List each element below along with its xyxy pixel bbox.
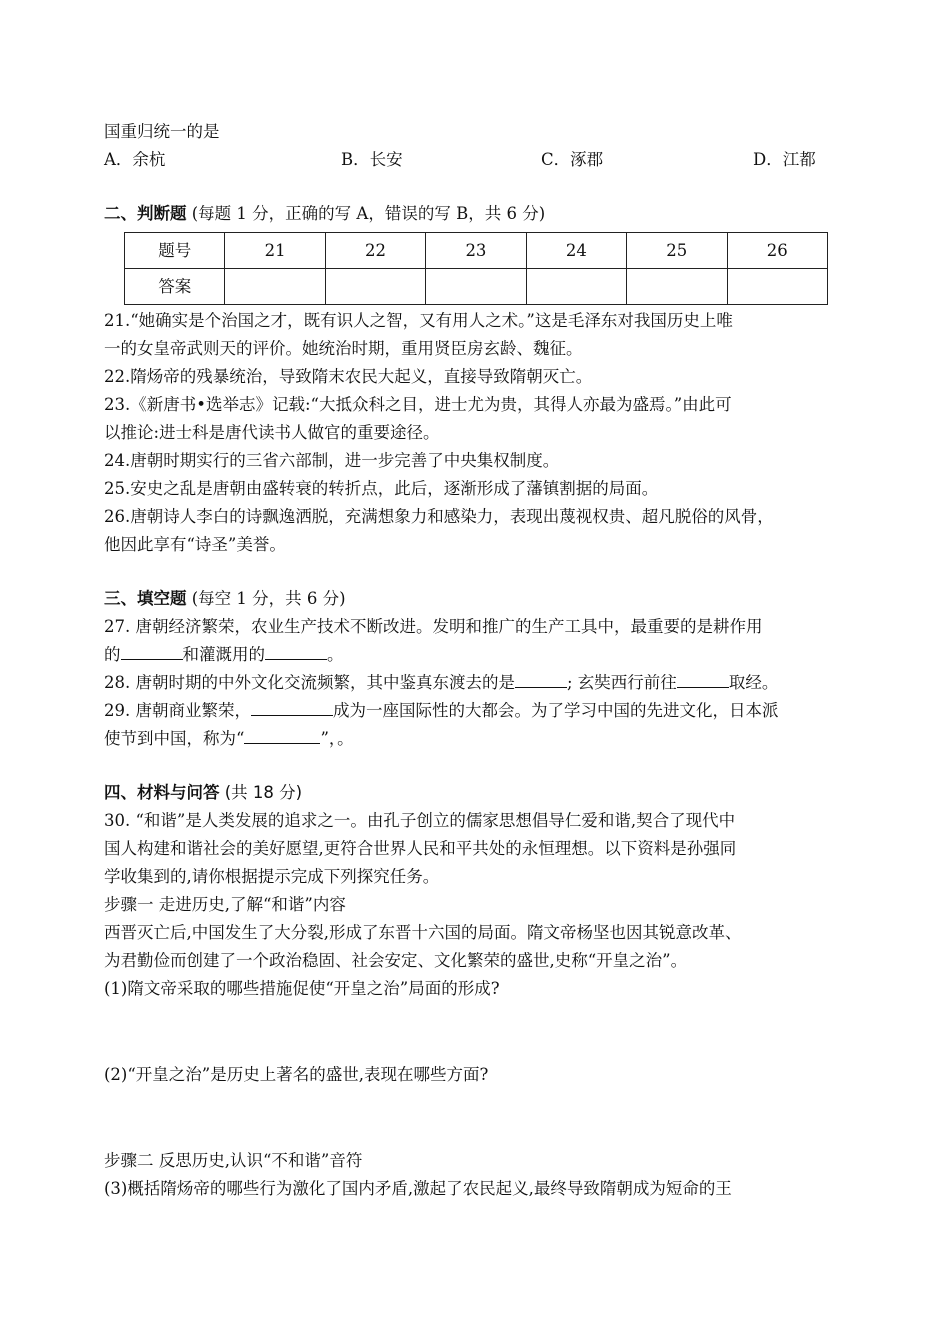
step2-heading: 步骤二 反思历史,认识“不和谐”音符 [104, 1151, 363, 1170]
sub-question-1: (1)隋文帝采取的哪些措施促使“开皇之治”局面的形成? [104, 979, 500, 998]
section2-heading [104, 200, 864, 228]
q26-line1: 26.唐朝诗人李白的诗飘逸洒脱，充满想象力和感染力，表现出蔑视权贵、超凡脱俗的风骨， [104, 507, 774, 526]
answer-table [124, 232, 828, 305]
q29-blank-1[interactable] [251, 697, 333, 716]
answer-cell[interactable] [526, 269, 626, 305]
q29-text: 使节到中国，称为“ [104, 729, 245, 748]
q29-line2 [104, 725, 864, 753]
q23-line1: 23.《新唐书•选举志》记载:“大抵众科之目，进士尤为贵，其得人亦最为盛焉。”由此可 [104, 395, 732, 414]
q25: 25.安史之乱是唐朝由盛转衰的转折点，此后，逐渐形成了藩镇割据的局面。 [104, 479, 659, 498]
number-cell: 22 [325, 233, 425, 269]
q27-text: 。 [327, 645, 344, 664]
q28-text: 28. 唐朝时期的中外文化交流频繁，其中鉴真东渡去的是 [104, 673, 515, 692]
q28-blank-2[interactable] [677, 669, 729, 688]
answer-table-answer-row [125, 269, 828, 305]
q29-text: ”，。 [320, 729, 354, 748]
answer-cell[interactable] [225, 269, 325, 305]
q28-text: ; 玄奘西行前往 [567, 673, 677, 692]
answer-cell[interactable] [627, 269, 727, 305]
section3-note: (每空 1 分，共 6 分) [191, 589, 346, 608]
q27-text: 的 [104, 645, 121, 664]
q29-line1 [104, 697, 864, 725]
sub-question-2: (2)“开皇之治”是历史上著名的盛世,表现在哪些方面? [104, 1065, 489, 1084]
option-c: C．涿郡 [541, 150, 604, 169]
q20-options [104, 146, 864, 174]
q21-line2: 一的女皇帝武则天的评价。她统治时期，重用贤臣房玄龄、魏征。 [104, 339, 583, 358]
q30-line2: 国人构建和谐社会的美好愿望,更符合世界人民和平共处的永恒理想。以下资料是孙强同 [104, 839, 737, 858]
answer-label: 答案 [125, 269, 225, 305]
answer-cell[interactable] [727, 269, 828, 305]
number-cell: 21 [225, 233, 325, 269]
section4-title: 四、材料与问答 [104, 783, 220, 802]
q27-blank-1[interactable] [121, 641, 183, 660]
q27-line1: 27. 唐朝经济繁荣，农业生产技术不断改进。发明和推广的生产工具中，最重要的是耕作用 [104, 617, 763, 636]
section4-note: (共 18 分) [224, 783, 303, 802]
q23-line2: 以推论:进士科是唐代读书人做官的重要途径。 [104, 423, 440, 442]
q24: 24.唐朝时期实行的三省六部制，进一步完善了中央集权制度。 [104, 451, 560, 470]
number-cell: 23 [426, 233, 526, 269]
section4-heading [104, 779, 864, 807]
q27-blank-2[interactable] [265, 641, 327, 660]
answer-space-1[interactable] [104, 1003, 864, 1061]
number-cell: 25 [627, 233, 727, 269]
q28-blank-1[interactable] [515, 669, 567, 688]
q26-line2: 他因此享有“诗圣”美誉。 [104, 535, 286, 554]
option-d: D．江都 [753, 150, 816, 169]
answer-table-number-row [125, 233, 828, 269]
section3-title: 三、填空题 [104, 589, 187, 608]
step1-heading: 步骤一 走进历史,了解“和谐”内容 [104, 895, 346, 914]
q27-line2 [104, 641, 864, 669]
q20-tail: 国重归统一的是 [104, 122, 220, 141]
number-label: 题号 [125, 233, 225, 269]
q29-text: 成为一座国际性的大都会。为了学习中国的先进文化，日本派 [333, 701, 779, 720]
answer-cell[interactable] [426, 269, 526, 305]
option-a: A．余杭 [104, 150, 166, 169]
q28-text: 取经。 [728, 673, 779, 692]
q27-text: 和灌溉用的 [182, 645, 265, 664]
q30-line3: 学收集到的,请你根据提示完成下列探究任务。 [104, 867, 440, 886]
number-cell: 24 [526, 233, 626, 269]
section3-heading [104, 585, 864, 613]
answer-space-2[interactable] [104, 1089, 864, 1147]
number-cell: 26 [727, 233, 828, 269]
q21-line1: 21.“她确实是个治国之才，既有识人之智，又有用人之术。”这是毛泽东对我国历史上唯 [104, 311, 733, 330]
sub-question-3: (3)概括隋炀帝的哪些行为激化了国内矛盾,激起了农民起义,最终导致隋朝成为短命的王 [104, 1179, 732, 1198]
section2-title: 二、判断题 [104, 204, 187, 223]
q28 [104, 669, 864, 697]
material1-line2: 为君勤俭而创建了一个政治稳固、社会安定、文化繁荣的盛世,史称“开皇之治”。 [104, 951, 688, 970]
exam-page [104, 118, 864, 1203]
q22: 22.隋炀帝的残暴统治，导致隋末农民大起义，直接导致隋朝灭亡。 [104, 367, 593, 386]
section2-note: (每题 1 分，正确的写 A，错误的写 B，共 6 分) [191, 204, 546, 223]
material1-line1: 西晋灭亡后,中国发生了大分裂,形成了东晋十六国的局面。隋文帝杨坚也因其锐意改革、 [104, 923, 742, 942]
q29-blank-2[interactable] [244, 725, 320, 744]
q29-text: 29. 唐朝商业繁荣， [104, 701, 251, 720]
q30-line1: 30. “和谐”是人类发展的追求之一。由孔子创立的儒家思想倡导仁爱和谐,契合了现代中 [104, 811, 736, 830]
option-b: B．长安 [341, 150, 403, 169]
answer-cell[interactable] [325, 269, 425, 305]
